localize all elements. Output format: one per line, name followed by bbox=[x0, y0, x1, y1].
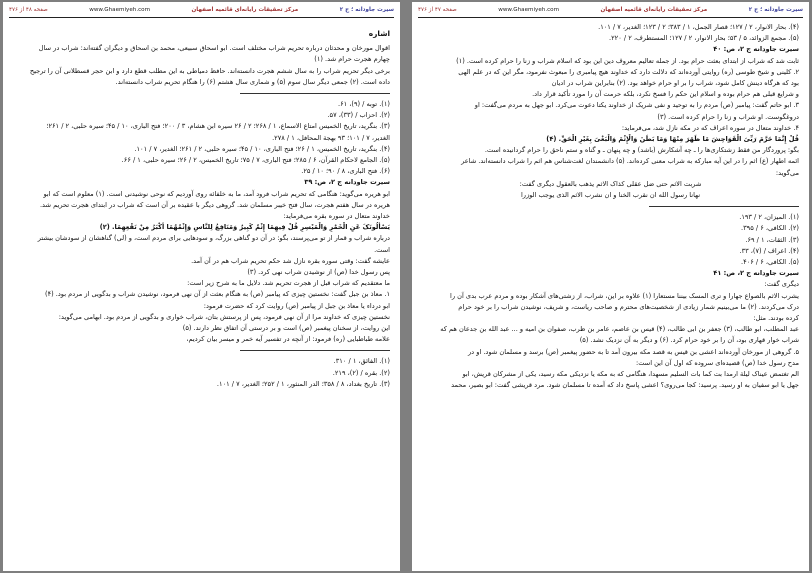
text-line: نخستین چیزی که خداوند مرا از آن نهی فرمود، پس از پرستش بتان، شراب خواری و بدگویی از مردم بود. ابهامی می‌گوید: bbox=[58, 312, 390, 321]
text-line: جهل یا ابو سفیان به او رسید. پرسید: کجا می‌روی؟ اعشی پاسخ داد که آمده تا مسلمان شود. مرد قریشی گفت: ابو بصیر، محمد bbox=[451, 381, 799, 390]
text-line: (۴). بحار الانوار، ۲ / ۱۲۷؛ قصار الجمل، ۱ / ۳۸۳؛ ۲ / ۱۲۳؛ الغدیر، ۷ / ۱۰۱. bbox=[598, 23, 799, 31]
footnote-divider bbox=[240, 93, 390, 94]
text-line: چهارم هجرت حرام شد. (۱) bbox=[314, 55, 390, 64]
page-marker-line: قُلْ إِنَّمَا حَرَّمَ رَبِّیَ الْفَوَاحِشَ مَا ظَهَرَ مِنْهَا وَمَا بَطَنَ وَالْإِثْمَ وَالْبَغْیَ بِغَیْرِ الْحَقِّ. (۴) bbox=[546, 135, 799, 144]
text-line: عایشه گفت: وقتی سوره بقره نازل شد حکم تحریم شراب هم در آن آمد. bbox=[191, 256, 390, 265]
text-line: ۳. ابو حاتم گفت: پیامبر (ص) مردم را به توحید و نفی شریک از خداوند یکتا دعوت می‌کرد. ابو جهل به مردم می‌گفت: او bbox=[474, 101, 799, 110]
text-line: ابو درداء یا معاذ بن جبل از پیامبر (ص) روایت کرد که حضرت فرمود: bbox=[203, 301, 390, 310]
page-marker-line: سیرت جاودانه ج ۲، ص: ۳۹ bbox=[304, 178, 390, 187]
text-line: بگو: پروردگار من فقط زشتکاری‌ها را ـ چه آشکارش (باشد) و چه پنهان ـ و گناه و ستم ناحق را حرام گردانیده است. bbox=[484, 146, 799, 155]
text-line: (۳). الثقات، ۱ / ۶۹. bbox=[745, 235, 799, 244]
text-line: (۲). الکافی، ۶ / ۳۹۵. bbox=[741, 224, 799, 233]
text-line: ۵. گروهی از مورخان آورده‌اند اعشی بن قیس به قصد مکه بیرون آمد تا به حضور پیغمبر (ص) برسد و مسلمان شود. او در bbox=[467, 347, 799, 356]
text-line: دروغگوست. او شراب و زنا را حرام کرده است. (۳) bbox=[657, 112, 799, 121]
text-line: کرده بودند. مثل: bbox=[753, 314, 799, 323]
text-line: الم تغتمض عیناک لیلة ارمدا بت کما بات السلیم مسهدا، هنگامی که به مکه یا نزدیکی مکه رسید، یکی از مشرکان قریش، ابو bbox=[462, 370, 799, 379]
text-line: است. bbox=[374, 245, 390, 254]
page-body bbox=[3, 18, 400, 390]
header-book-title: سیرت جاودانه ؛ ج ۲ bbox=[748, 6, 803, 13]
document-page-right bbox=[412, 2, 809, 571]
header-book-title: سیرت جاودانه ؛ ج ۲ bbox=[339, 6, 394, 13]
text-line: (۵). الجامع لاحکام القرآن، ۶ / ۲۸۵؛ فتح الباری، ۷ / ۷۵؛ تاریخ الخمیس، ۲ / ۲۶؛ سیره حلبی، ۱ / ۶۶. bbox=[121, 156, 390, 165]
text-line: (۱). المیزان، ۲ / ۱۹۳. bbox=[739, 213, 799, 222]
header-publisher: مرکز تحقیقات رایانه‌ای قائمیه اصفهان bbox=[191, 6, 299, 13]
text-line: خداوند متعال در سوره بقره می‌فرماید: bbox=[283, 212, 390, 221]
text-line: برخی دیگر تحریم شراب را به سال ششم هجرت دانسته‌اند. حافظ دمیاطی به این مطلب قطع دارد و ابن حجر قسطلانی آن را ترجیح bbox=[29, 66, 390, 75]
text-line: (۴). بنگرید، تاریخ الخمیس، ۱ / ۲۶؛ فتح الباری، ۱۰ / ۴۵؛ سیره حلبی، ۲ / ۲۶۱؛ الغدیر، ۷ / ۱۰۱. bbox=[134, 144, 390, 153]
text-line: درباره شراب و قمار از تو می‌پرسند، بگو: در آن دو گناهی بزرگ، و سودهایی برای مردم است، و (لی) گناهشان از سودشان بیشتر bbox=[37, 234, 390, 243]
header-publisher: مرکز تحقیقات رایانه‌ای قائمیه اصفهان bbox=[600, 6, 708, 13]
text-line: شربت الاثم حتی ضل عقلی کذاک الاثم یذهب بالعقول دیگری گفت: bbox=[519, 179, 702, 188]
page-header bbox=[3, 2, 400, 17]
text-line: الغدیر، ۷ / ۱۰۱؛ ۹۳ بهجة المحافل، ۱ / ۲۷۸. bbox=[272, 133, 390, 142]
text-line: اقوال مورخان و محدثان درباره تحریم شراب مختلف است. ابو اسحاق سبیعی، محمد بن اسحاق و دیگران گفته‌اند: شراب در سال bbox=[38, 44, 390, 53]
text-line: (۵). الکافی، ۶ / ۴۰۶. bbox=[741, 258, 799, 267]
text-line: می‌گوید: bbox=[775, 168, 799, 177]
text-line: این روایت، از سخنان پیغمبر (ص) است و بر درستی آن اتفاق نظر دارند. (۵) bbox=[182, 324, 390, 333]
text-line: ما معتقدیم که شراب قبل از هجرت تحریم شد. دلایل ما به شرح زیر است: bbox=[187, 279, 390, 288]
text-line: پس رسول خدا (ص) از نوشیدن شراب نهی کرد. (۳) bbox=[247, 268, 390, 277]
text-line: شراب خوار قهاری بود، آن را بر خود حرام کرد. (۶) و دیگر به آن نزدیک نشد. (۵) bbox=[579, 336, 799, 345]
page-marker-line: سیرت جاودانه ج ۲، ص: ۴۰ bbox=[713, 45, 799, 54]
text-line: و شرایع قبلی هم حرام بوده و اسلام این حکم را فسخ نکرد، بلکه حرمت آن را مورد تأکید قرار داد. bbox=[532, 90, 799, 99]
text-line: (۱). توبه / (۹)، ۶۱. bbox=[337, 100, 390, 109]
text-line: بود که هرگاه دینش کامل شود، شراب را بر او حرام خواهد بود. (۲) بنابراین شراب در ادیان bbox=[551, 79, 799, 88]
page-marker-line: یَسْأَلُونَکَ عَنِ الْخَمْرِ وَالْمَیْسِرِ قُلْ فِیهِمَا إِثْمٌ کَبِیرٌ وَمَنَافِعُ لِلنَّاسِ وَإِثْمُهُمَا أَکْبَرُ مِنْ نَفْعِهِمَا. (۲) bbox=[99, 223, 390, 232]
text-line: ۲. کلینی و شیخ طوسی (ره) روایتی آورده‌اند که دلالت دارد که خداوند هیچ پیامبری را مبعوث نفرمود، مگر این که در علم الهی bbox=[458, 67, 799, 76]
header-page-number: صفحه ۴۸ از ۴۷۶ bbox=[9, 6, 48, 13]
page-body bbox=[412, 18, 809, 392]
text-line: (۳). تاریخ بغداد، ۸ / ۳۵۸؛ الدر المنثور، ۱ / ۲۵۲؛ الغدیر، ۷ / ۱۰۱. bbox=[216, 379, 390, 388]
text-line: (۲). احزاب / (۳۳)، ۵۷. bbox=[327, 111, 390, 120]
text-line: نهانا رسول الله ان نقرب الخنا و ان نشرب الاثم الذی یوجب الوزرا bbox=[520, 191, 701, 200]
page-header bbox=[412, 2, 809, 17]
footnote-divider bbox=[649, 206, 799, 207]
header-website: www.Ghaemiyeh.com bbox=[498, 6, 560, 13]
text-line: یشرب الاثم بالصواع جهارا و تری المسک بیننا مستعارا (۱) علاوه بر این، شراب، از زشتی‌های آشکار بوده و مردم عرب بدی آن را bbox=[450, 291, 799, 300]
text-line: هریره در سال هفتم هجرت، سال فتح خیبر مسلمان شد. گروهی دیگر با عقیده بر آن است که شراب در ابتدای هجرت تحریم شد. bbox=[39, 200, 390, 209]
header-website: www.Ghaemiyeh.com bbox=[89, 6, 151, 13]
text-line: دیگری گفت: bbox=[764, 280, 799, 289]
page-marker-line: سیرت جاودانه ج ۲، ص: ۴۱ bbox=[713, 269, 799, 278]
text-line: علامه طباطبایی (ره) فرمود: از آنچه در تفسیر آیه خمر و میسر بیان کردیم، bbox=[186, 335, 390, 344]
text-line: ابو هریره می‌گوید: هنگامی که تحریم شراب فرود آمد، ما به خلفائه روی آوردیم که نوحی نوشیدنی است. (۱) معلوم است که ابو bbox=[43, 189, 390, 198]
text-line: (۴). اعراف / (۷)، ۳۳. bbox=[739, 246, 799, 255]
text-line: ثابت شد که شراب از ابتدای بعثت حرام بود. از جمله تعالیم معروف دین این بود که اسلام شراب و زنا را حرام کرده است. (۱) bbox=[456, 56, 799, 65]
text-line: ائمه اطهار (ع) اثم را در این آیه مبارکه به شراب معنی کرده‌اند. (۵) دانشمندان لغت‌شناس هم اثم را شراب دانسته‌اند. شاعر bbox=[461, 157, 799, 166]
header-page-number: صفحه ۴۷ از ۴۷۶ bbox=[418, 6, 457, 13]
document-page-left bbox=[3, 2, 400, 571]
text-line: ۴. خداوند متعال در سوره اعراف که در مکه نازل شد، می‌فرماید: bbox=[621, 123, 799, 132]
text-line: ۱. معاذ بن جبل گفت: نخستین چیزی که پیامبر (ص) به هنگام بعثت از آن نهی فرمود، نوشیدن شراب و بدگویی از مردم بود. (۴) bbox=[44, 290, 390, 299]
text-line: عبد المطلب، ابو طالب، (۳) جعفر بن ابی طالب، (۴) قیس بن عاصم، عامر بن ظرب، صفوان بن امیه و ... عبد الله بن جدعان هم که bbox=[440, 325, 799, 334]
text-line: درک می‌کردند. (۲) ما می‌بینیم شمار زیادی از شخصیت‌های محترم و صاحب ریاست، و شریف، نوشیدن شراب را بر خود حرام bbox=[458, 302, 799, 311]
text-line: (۵). مجمع الزوائد، ۵ / ۵۳؛ بحار الانوار، ۲ / ۱۲۷؛ المستطرف، ۲ / ۲۲۰. bbox=[609, 34, 799, 43]
text-line: (۲). بقره / (۲)، ۲۱۹. bbox=[332, 368, 390, 377]
text-line: (۶). فتح الباری، ۸ / ۹۰؛ ۱۰ / ۲۵. bbox=[301, 167, 390, 176]
footnote-divider bbox=[240, 350, 390, 351]
text-line: داده است. (۲) جمعی دیگر سال سوم (۵) و شماری سال هشتم (۶) را هنگام تحریم شراب دانسته‌اند. bbox=[115, 77, 390, 86]
text-line: (۱). الفائق، ۱ / ۳۱۰. bbox=[333, 357, 390, 366]
text-line: (۳). بنگرید، تاریخ الخمیس امتاع الاسماع، ۱ / ۲۶۸؛ ۲ / ۲۶ سیره ابن هشام، ۳ / ۲۰۰؛ فتح الباری، ۱۰ / ۴۵؛ سیره حلبی، ۲ / ۲۶۱؛ bbox=[46, 122, 390, 131]
section-heading: اشاره bbox=[368, 29, 390, 38]
text-line: مدح رسول خدا (ص) قصیده‌ای سروده که اول آن این است: bbox=[635, 358, 799, 367]
